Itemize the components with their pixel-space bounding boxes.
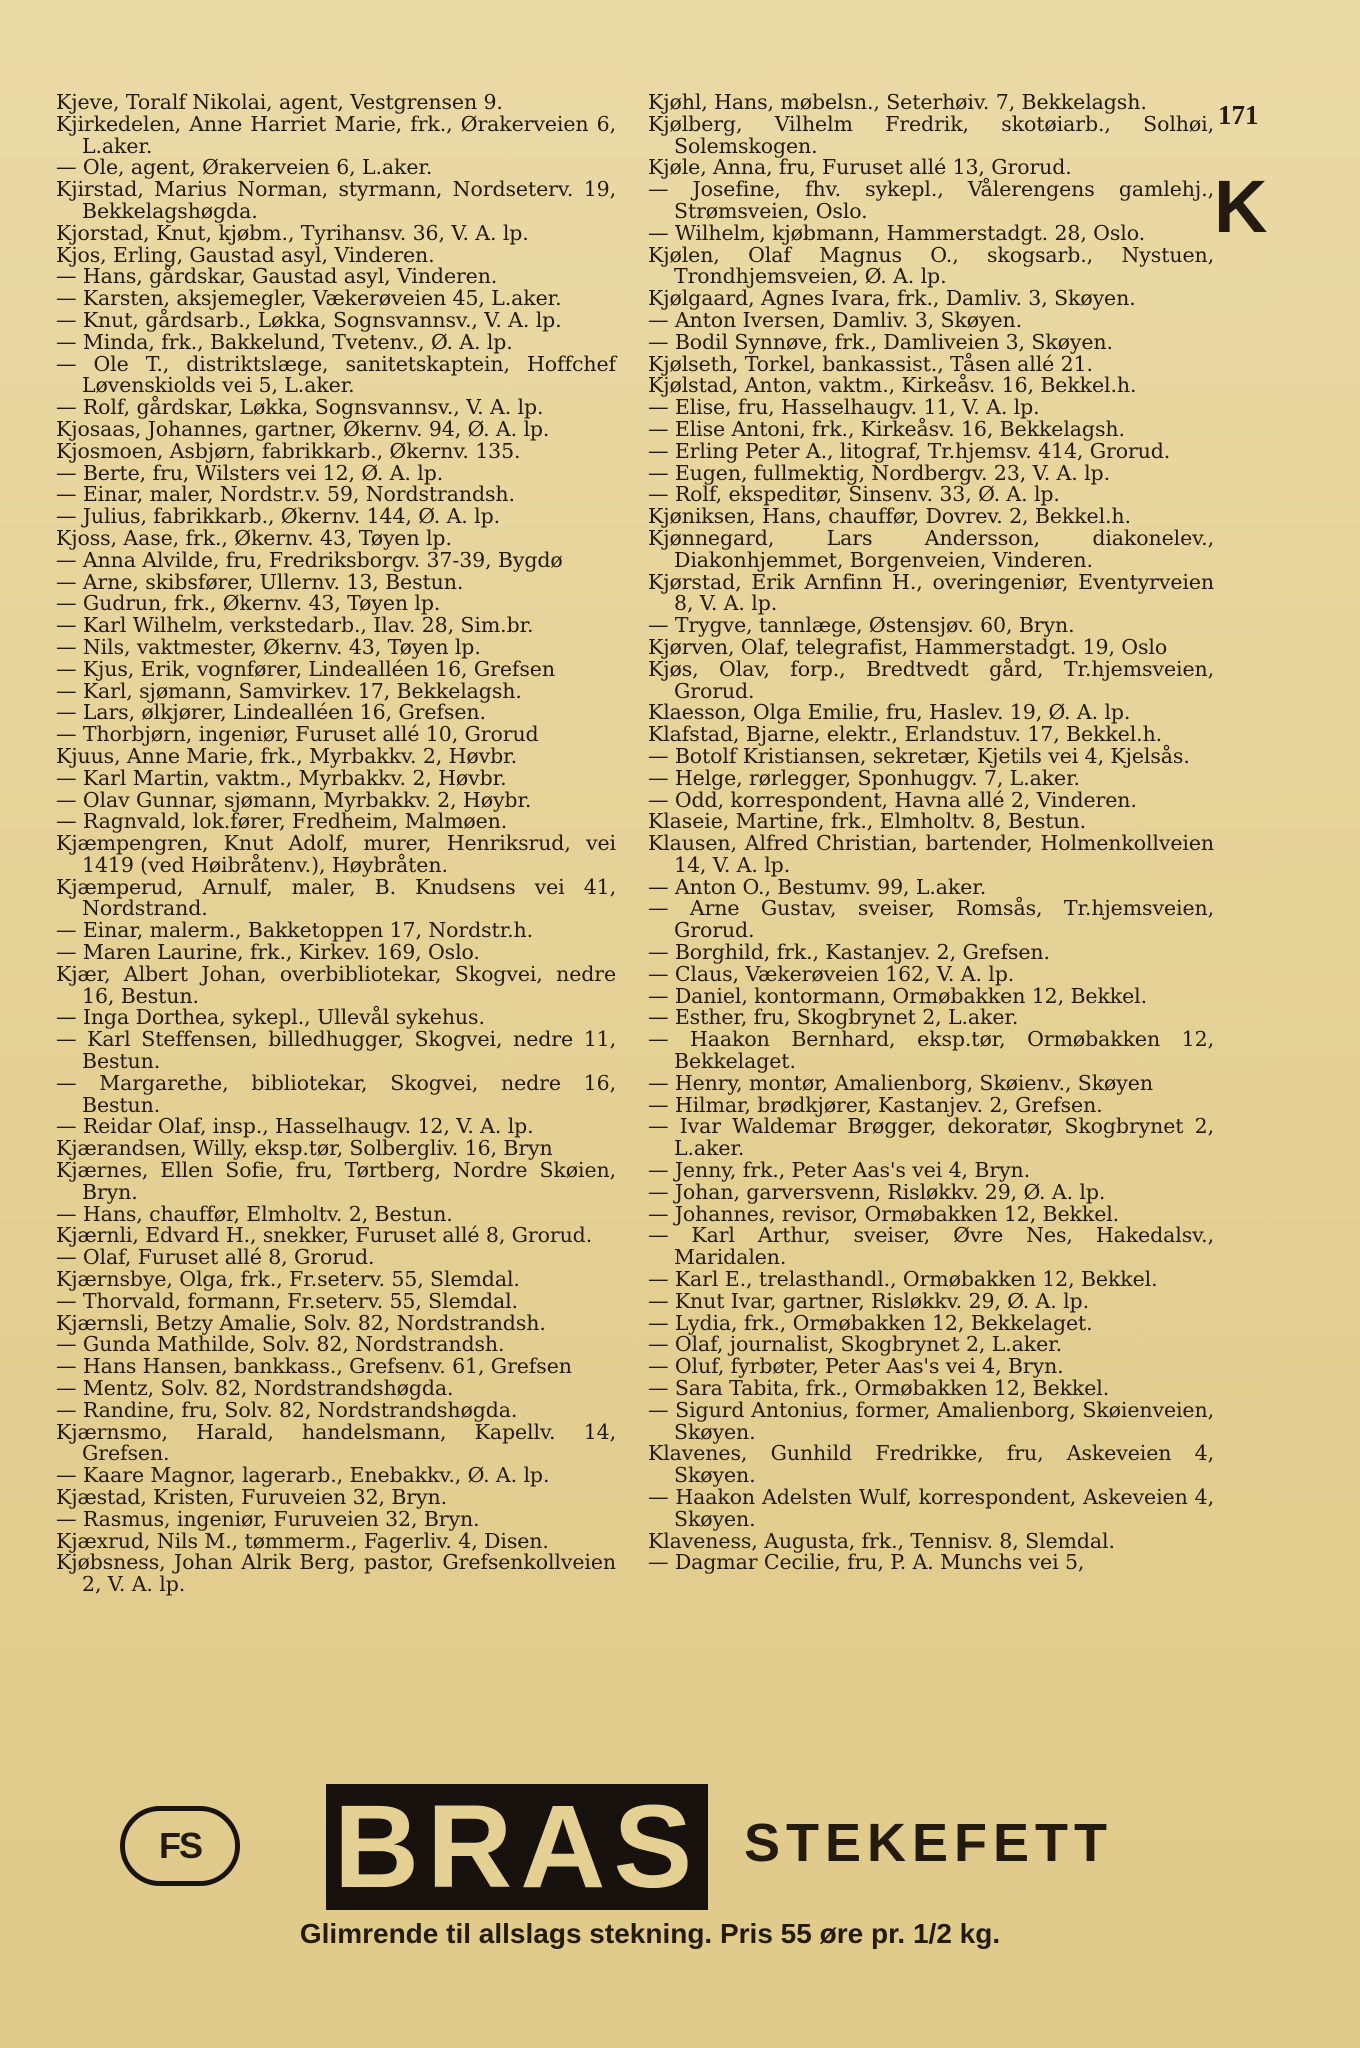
page-number: 171 [1218,100,1259,130]
directory-entry: Klaesson, Olga Emilie, fru, Haslev. 19, Ø. A. lp. [648,700,1131,725]
directory-entry: — Randine, fru, Solv. 82, Nordstrandshøgda. [56,1397,518,1422]
directory-entry: — Reidar Olaf, insp., Hasselhaugv. 12, V. A. lp. [56,1114,534,1139]
directory-entry: Kjøbsness, Johan Alrik Berg, pastor, Grefsenkollveien 2, V. A. lp. [56,1550,616,1597]
directory-entry: Kjirstad, Marius Norman, styrmann, Nordseterv. 19, Bekkelagshøgda. [56,177,616,223]
directory-entry: Kjeve, Toralf Nikolai, agent, Vestgrensen 9. [56,90,503,114]
directory-entry: Kjølberg, Vilhelm Fredrik, skotøiarb., Solhøi, Solemskogen. [648,111,1214,158]
directory-entry: Klavenes, Gunhild Fredrikke, fru, Askeveien 4, Skøyen. [648,1441,1214,1488]
section-letter: K [1214,165,1268,248]
directory-entry: — Ivar Waldemar Brøgger, dekoratør, Skogbrynet 2, L.aker. [648,1114,1214,1161]
directory-entry: — Hans, chauffør, Elmholtv. 2, Bestun. [56,1201,453,1226]
directory-entry: — Esther, fru, Skogbrynet 2, L.aker. [648,1005,1019,1030]
directory-entry: — Odd, korrespondent, Havna allé 2, Vinderen. [648,787,1137,812]
left-column [56,92,616,1596]
directory-entry: — Helge, rørlegger, Sponhuggv. 7, L.aker. [648,765,1080,790]
directory-entry: — Knut, gårdsarb., Løkka, Sognsvannsv., V. A. lp. [56,307,562,332]
directory-entry: Kjæmpengren, Knut Adolf, murer, Henriksrud, vei 1419 (ved Høibråtenv.), Høybråten. [56,831,616,877]
directory-entry: Klafstad, Bjarne, elektr., Erlandstuv. 17, Bekkel.h. [648,722,1163,747]
directory-entry: — Margarethe, bibliotekar, Skogvei, nedre 16, Bestun. [56,1070,616,1117]
directory-entry: — Karsten, aksjemegler, Vækerøveien 45, L.aker. [56,286,562,311]
directory-entry: — Trygve, tannlæge, Østensjøv. 60, Bryn. [648,613,1075,638]
directory-entry: — Lars, ølkjører, Lindealléen 16, Grefsen. [56,700,486,725]
directory-entry: — Anton Iversen, Damliv. 3, Skøyen. [648,307,1023,332]
directory-entry: — Gudrun, frk., Økernv. 43, Tøyen lp. [56,591,441,616]
ad-tagline: Glimrende til allslags stekning. Pris 55 øre pr. 1/2 kg. [299,1918,1001,1949]
directory-entry: Kjørven, Olaf, telegrafist, Hammerstadgt. 19, Oslo [648,634,1168,659]
directory-entry: — Haakon Adelsten Wulf, korrespondent, Askeveien 4, Skøyen. [648,1485,1214,1531]
directory-entry: Kjærnsli, Betzy Amalie, Solv. 82, Nordstrandsh. [56,1310,546,1335]
directory-entry: — Jenny, frk., Peter Aas's vei 4, Bryn. [648,1158,1031,1183]
directory-entry: — Erling Peter A., litograf, Tr.hjemsv. 414, Grorud. [648,438,1171,463]
directory-entry: Kjosaas, Johannes, gartner, Økernv. 94, Ø. A. lp. [56,416,550,441]
directory-entry: — Elise Antoni, frk., Kirkeåsv. 16, Bekkelagsh. [648,416,1125,441]
directory-entry: Klaveness, Augusta, frk., Tennisv. 8, Slemdal. [648,1528,1115,1553]
directory-entry: — Minda, frk., Bakkelund, Tvetenv., Ø. A. lp. [56,329,513,354]
directory-entry: — Borghild, frk., Kastanjev. 2, Grefsen. [648,940,1050,965]
directory-entry: — Johan, garversvenn, Risløkkv. 29, Ø. A. lp. [648,1179,1106,1204]
directory-entry: — Anton O., Bestumv. 99, L.aker. [648,874,987,899]
directory-entry: Kjølen, Olaf Magnus O., skogsarb., Nystuen, Trondhjemsveien, Ø. A. lp. [648,242,1214,289]
directory-entry: — Eugen, fullmektig, Nordbergv. 23, V. A. lp. [648,460,1110,485]
directory-entry: — Hans Hansen, bankkass., Grefsenv. 61, Grefsen [56,1354,572,1379]
directory-entry: — Maren Laurine, frk., Kirkev. 169, Oslo. [56,940,480,965]
product-name: STEKEFETT [744,1813,1114,1873]
directory-entry: — Dagmar Cecilie, fru, P. A. Munchs vei 5, [648,1550,1085,1575]
directory-entry: Kjøle, Anna, fru, Furuset allé 13, Grorud. [648,155,1072,180]
directory-entry: — Ragnvald, lok.fører, Fredheim, Malmøen. [56,809,508,834]
directory-entry: — Karl Steffensen, billedhugger, Skogvei, nedre 11, Bestun. [56,1027,616,1074]
directory-entry: Kjærnes, Ellen Sofie, fru, Tørtberg, Nordre Skøien, Bryn. [56,1158,616,1204]
directory-entry: — Karl E., trelasthandl., Ormøbakken 12, Bekkel. [648,1267,1158,1292]
directory-entry: — Anna Alvilde, fru, Fredriksborgv. 37-39, Bygdø [56,547,563,572]
directory-entry: — Ole T., distriktslæge, sanitetskaptein, Hoffchef Løvenskiolds vei 5, L.aker. [56,351,616,398]
directory-entry: Kjuus, Anne Marie, frk., Myrbakkv. 2, Høvbr. [56,743,517,768]
brand-name: BRAS [326,1784,708,1910]
directory-entry: — Rasmus, ingeniør, Furuveien 32, Bryn. [56,1506,480,1531]
directory-entry: Kjønnegard, Lars Andersson, diakonelev., Diakonhjemmet, Borgenveien, Vinderen. [648,525,1214,572]
directory-entry: — Hilmar, brødkjører, Kastanjev. 2, Grefsen. [648,1092,1103,1117]
directory-entry: — Karl, sjømann, Samvirkev. 17, Bekkelagsh. [56,678,522,703]
directory-entry: — Arne Gustav, sveiser, Romsås, Tr.hjemsveien, Grorud. [648,896,1214,943]
directory-entry: — Claus, Vækerøveien 162, V. A. lp. [648,961,1015,986]
directory-entry: Kjørstad, Erik Arnfinn H., overingeniør, Eventyrveien 8, V. A. lp. [648,569,1214,616]
directory-entry: Klaseie, Martine, frk., Elmholtv. 8, Bestun. [648,809,1087,834]
directory-entry: — Haakon Bernhard, eksp.tør, Ormøbakken 12, Bekkelaget. [648,1027,1214,1074]
directory-entry: — Rolf, gårdskar, Løkka, Sognsvannsv., V. A. lp. [56,395,544,420]
directory-entry: Klausen, Alfred Christian, bartender, Holmenkollveien 14, V. A. lp. [648,831,1214,877]
directory-entry: Kjøhl, Hans, møbelsn., Seterhøiv. 7, Bekkelagsh. [648,90,1147,114]
advertisement [0,1776,1360,1949]
directory-entry: — Knut Ivar, gartner, Risløkkv. 29, Ø. A. lp. [648,1288,1089,1313]
directory-entry: — Oluf, fyrbøter, Peter Aas's vei 4, Bryn. [648,1354,1064,1379]
directory-entry: Kjølgaard, Agnes Ivara, frk., Damliv. 3, Skøyen. [648,286,1136,311]
directory-entry: Kjærandsen, Willy, eksp.tør, Solbergliv. 16, Bryn [56,1136,553,1161]
directory-entry: — Karl Arthur, sveiser, Øvre Nes, Hakedalsv., Maridalen. [648,1223,1214,1270]
directory-entry: — Olaf, journalist, Skogbrynet 2, L.aker. [648,1332,1062,1357]
directory-entry: Kjær, Albert Johan, overbibliotekar, Skogvei, nedre 16, Bestun. [56,961,616,1008]
directory-entry: — Berte, fru, Wilsters vei 12, Ø. A. lp. [56,460,444,485]
directory-entry: — Einar, maler, Nordstr.v. 59, Nordstrandsh. [56,482,515,507]
directory-entry: — Josefine, fhv. sykepl., Vålerengens gamlehj., Strømsveien, Oslo. [648,177,1214,223]
directory-entry: Kjorstad, Knut, kjøbm., Tyrihansv. 36, V. A. lp. [56,220,529,245]
directory-entry: — Elise, fru, Hasselhaugv. 11, V. A. lp. [648,395,1040,420]
directory-entry: Kjæstad, Kristen, Furuveien 32, Bryn. [56,1485,448,1509]
directory-entry: Kjøniksen, Hans, chauffør, Dovrev. 2, Bekkel.h. [648,504,1131,529]
directory-entry: Kjæmperud, Arnulf, maler, B. Knudsens vei 41, Nordstrand. [56,874,616,921]
right-column [648,92,1214,1574]
fs-logo: FS [120,1806,240,1886]
directory-entry: Kjoss, Aase, frk., Økernv. 43, Tøyen lp. [56,525,452,550]
directory-entry: — Julius, fabrikkarb., Økernv. 144, Ø. A. lp. [56,504,501,529]
directory-entry: Kjærnsbye, Olga, frk., Fr.seterv. 55, Slemdal. [56,1267,520,1292]
directory-entry: — Einar, malerm., Bakketoppen 17, Nordstr.h. [56,918,534,943]
directory-entry: — Mentz, Solv. 82, Nordstrandshøgda. [56,1376,454,1401]
directory-entry: — Thorvald, formann, Fr.seterv. 55, Slemdal. [56,1288,518,1313]
directory-entry: — Arne, skibsfører, Ullernv. 13, Bestun. [56,569,464,594]
directory-entry: Kjosmoen, Asbjørn, fabrikkarb., Økernv. 135. [56,438,521,463]
directory-entry: Kjirkedelen, Anne Harriet Marie, frk., Ørakerveien 6, L.aker. [56,111,616,158]
directory-entry: Kjølseth, Torkel, bankassist., Tåsen allé 21. [648,351,1093,376]
directory-entry: — Wilhelm, kjøbmann, Hammerstadgt. 28, Oslo. [648,220,1146,245]
directory-entry: — Kjus, Erik, vognfører, Lindealléen 16, Grefsen [56,656,555,681]
directory-entry: Kjos, Erling, Gaustad asyl, Vinderen. [56,242,435,267]
directory-entry: — Johannes, revisor, Ormøbakken 12, Bekkel. [648,1201,1120,1226]
directory-entry: Kjærnsmo, Harald, handelsmann, Kapellv. 14, Grefsen. [56,1419,616,1466]
directory-entry: — Botolf Kristiansen, sekretær, Kjetils vei 4, Kjelsås. [648,743,1190,768]
directory-entry: — Hans, gårdskar, Gaustad asyl, Vinderen. [56,264,498,289]
directory-entry: — Sara Tabita, frk., Ormøbakken 12, Bekkel. [648,1376,1110,1401]
directory-entry: — Henry, montør, Amalienborg, Skøienv., Skøyen [648,1070,1153,1095]
directory-entry: — Sigurd Antonius, former, Amalienborg, Skøienveien, Skøyen. [648,1397,1214,1444]
directory-entry: — Bodil Synnøve, frk., Damliveien 3, Skøyen. [648,329,1113,354]
directory-entry: — Gunda Mathilde, Solv. 82, Nordstrandsh. [56,1332,505,1357]
directory-entry: — Thorbjørn, ingeniør, Furuset allé 10, Grorud [56,722,539,747]
directory-entry: — Karl Wilhelm, verkstedarb., Ilav. 28, Sim.br. [56,613,534,638]
directory-entry: — Daniel, kontormann, Ormøbakken 12, Bekkel. [648,983,1147,1008]
directory-entry: — Rolf, ekspeditør, Sinsenv. 33, Ø. A. lp. [648,482,1060,507]
directory-entry: Kjølstad, Anton, vaktm., Kirkeåsv. 16, Bekkel.h. [648,373,1137,398]
directory-entry: Kjæxrud, Nils M., tømmerm., Fagerliv. 4, Disen. [56,1528,549,1553]
directory-entry: — Karl Martin, vaktm., Myrbakkv. 2, Høvbr. [56,765,507,790]
directory-entry: — Olav Gunnar, sjømann, Myrbakkv. 2, Høybr. [56,787,532,812]
directory-entry: — Inga Dorthea, sykepl., Ullevål sykehus. [56,1005,485,1030]
directory-entry: — Kaare Magnor, lagerarb., Enebakkv., Ø. A. lp. [56,1463,550,1488]
directory-entry: Kjøs, Olav, forp., Bredtvedt gård, Tr.hjemsveien, Grorud. [648,656,1214,703]
directory-entry: — Lydia, frk., Ormøbakken 12, Bekkelaget. [648,1310,1093,1335]
directory-entry: — Ole, agent, Ørakerveien 6, L.aker. [56,155,433,180]
directory-entry: — Nils, vaktmester, Økernv. 43, Tøyen lp. [56,634,481,659]
directory-entry: — Olaf, Furuset allé 8, Grorud. [56,1245,375,1270]
directory-entry: Kjærnli, Edvard H., snekker, Furuset allé 8, Grorud. [56,1223,593,1248]
